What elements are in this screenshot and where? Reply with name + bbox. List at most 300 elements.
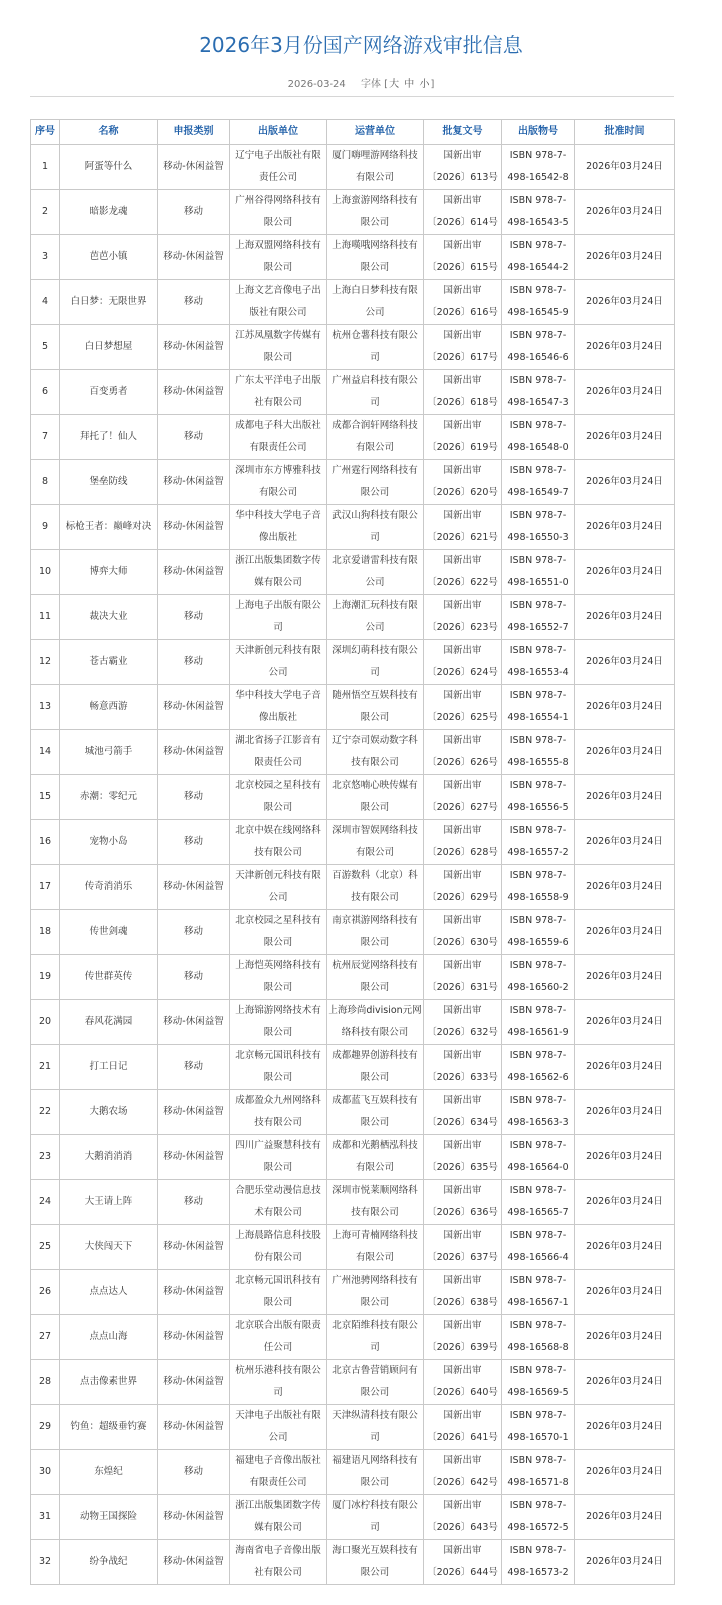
table-body <box>31 145 675 1585</box>
table-row <box>31 1360 675 1405</box>
font-size-label: 字体 <box>360 79 381 90</box>
cell-operator: 杭州辰觉网络科技有限公司 <box>327 955 424 1000</box>
cell-operator: 深圳市悦莱顺网络科技有限公司 <box>327 1180 424 1225</box>
cell-name: 畅意西游 <box>60 685 158 730</box>
cell-operator: 厦门冰柠科技有限公司 <box>327 1495 424 1540</box>
cell-publisher: 上海电子出版有限公司 <box>230 595 327 640</box>
isbn-line: 498-16561-9 <box>507 1027 569 1038</box>
isbn-line: ISBN 978-7- <box>509 150 567 161</box>
cell-no: 5 <box>31 325 60 370</box>
cell-operator: 厦门嗨哩游网络科技有限公司 <box>327 145 424 190</box>
cell-approval-date: 2026年03月24日 <box>575 1405 675 1450</box>
cell-publisher: 浙江出版集团数字传媒有限公司 <box>230 1495 327 1540</box>
cell-isbn <box>502 235 575 280</box>
cell-operator: 北京古鲁营销顾问有限公司 <box>327 1360 424 1405</box>
cell-operator: 广州益启科技有限公司 <box>327 370 424 415</box>
cell-category: 移动-休闲益智 <box>158 1225 230 1270</box>
cell-no: 26 <box>31 1270 60 1315</box>
cell-operator: 随州悟空互娱科技有限公司 <box>327 685 424 730</box>
cell-category: 移动-休闲益智 <box>158 460 230 505</box>
isbn-line: ISBN 978-7- <box>509 375 567 386</box>
cell-publisher: 天津新创元科技有限公司 <box>230 865 327 910</box>
cell-isbn <box>502 460 575 505</box>
cell-publisher: 成都盈众九州网络科技有限公司 <box>230 1090 327 1135</box>
cell-no: 19 <box>31 955 60 1000</box>
approval-number-line: 〔2026〕625号 <box>427 712 498 723</box>
cell-operator: 海口聚光互娱科技有限公司 <box>327 1540 424 1585</box>
cell-approval-number <box>424 820 502 865</box>
approval-number-line: 〔2026〕641号 <box>427 1432 498 1443</box>
approval-number-line: 国新出审 <box>443 645 482 656</box>
cell-operator: 成都和光鹅栖泓科技有限公司 <box>327 1135 424 1180</box>
cell-no: 1 <box>31 145 60 190</box>
approval-number-line: 〔2026〕644号 <box>427 1567 498 1578</box>
cell-isbn <box>502 280 575 325</box>
approval-number-line: 国新出审 <box>443 1005 482 1016</box>
approval-number-line: 〔2026〕624号 <box>427 667 498 678</box>
cell-approval-date: 2026年03月24日 <box>575 1270 675 1315</box>
table-row <box>31 1045 675 1090</box>
table-row <box>31 1180 675 1225</box>
isbn-line: ISBN 978-7- <box>509 555 567 566</box>
table-row <box>31 865 675 910</box>
table-row <box>31 820 675 865</box>
cell-no: 13 <box>31 685 60 730</box>
cell-approval-number <box>424 550 502 595</box>
cell-approval-date: 2026年03月24日 <box>575 460 675 505</box>
cell-isbn <box>502 1000 575 1045</box>
isbn-line: ISBN 978-7- <box>509 420 567 431</box>
cell-approval-number <box>424 1360 502 1405</box>
cell-approval-number <box>424 775 502 820</box>
approval-number-line: 国新出审 <box>443 1230 482 1241</box>
cell-approval-number <box>424 280 502 325</box>
cell-name: 苍古霸业 <box>60 640 158 685</box>
cell-name: 大鹅农场 <box>60 1090 158 1135</box>
cell-isbn <box>502 1450 575 1495</box>
cell-approval-date: 2026年03月24日 <box>575 325 675 370</box>
approval-number-line: 〔2026〕637号 <box>427 1252 498 1263</box>
cell-category: 移动 <box>158 280 230 325</box>
table-row <box>31 1495 675 1540</box>
approval-number-line: 〔2026〕639号 <box>427 1342 498 1353</box>
cell-isbn <box>502 820 575 865</box>
approval-number-line: 〔2026〕618号 <box>427 397 498 408</box>
cell-publisher: 天津新创元科技有限公司 <box>230 640 327 685</box>
cell-category: 移动-休闲益智 <box>158 1405 230 1450</box>
cell-publisher: 华中科技大学电子音像出版社 <box>230 685 327 730</box>
cell-name: 城池弓箭手 <box>60 730 158 775</box>
cell-approval-number <box>424 1495 502 1540</box>
isbn-line: 498-16570-1 <box>507 1432 569 1443</box>
cell-category: 移动-休闲益智 <box>158 325 230 370</box>
cell-isbn <box>502 1360 575 1405</box>
cell-publisher: 福建电子音像出版社有限责任公司 <box>230 1450 327 1495</box>
cell-category: 移动-休闲益智 <box>158 1000 230 1045</box>
cell-name: 点点达人 <box>60 1270 158 1315</box>
isbn-line: 498-16543-5 <box>507 217 569 228</box>
cell-operator: 北京陌维科技有限公司 <box>327 1315 424 1360</box>
approval-number-line: 国新出审 <box>443 1185 482 1196</box>
approval-number-line: 〔2026〕622号 <box>427 577 498 588</box>
cell-isbn <box>502 910 575 955</box>
isbn-line: 498-16544-2 <box>507 262 569 273</box>
cell-isbn <box>502 1405 575 1450</box>
cell-approval-number <box>424 1270 502 1315</box>
cell-no: 14 <box>31 730 60 775</box>
page-title: 2026年3月份国产网络游戏审批信息 <box>199 33 523 57</box>
isbn-line: 498-16564-0 <box>507 1162 569 1173</box>
cell-name: 传世群英传 <box>60 955 158 1000</box>
table-row <box>31 595 675 640</box>
cell-operator: 上海可青楠网络科技有限公司 <box>327 1225 424 1270</box>
cell-isbn <box>502 1495 575 1540</box>
isbn-line: ISBN 978-7- <box>509 1095 567 1106</box>
approval-number-line: 〔2026〕626号 <box>427 757 498 768</box>
approval-number-line: 国新出审 <box>443 150 482 161</box>
isbn-line: 498-16572-5 <box>507 1522 569 1533</box>
cell-name: 东煌纪 <box>60 1450 158 1495</box>
cell-category: 移动 <box>158 820 230 865</box>
table-row <box>31 460 675 505</box>
isbn-line: 498-16546-6 <box>507 352 569 363</box>
isbn-line: 498-16569-5 <box>507 1387 569 1398</box>
cell-isbn <box>502 370 575 415</box>
cell-category: 移动-休闲益智 <box>158 505 230 550</box>
cell-operator: 深圳市智娱网络科技有限公司 <box>327 820 424 865</box>
approval-number-line: 国新出审 <box>443 1545 482 1556</box>
cell-isbn <box>502 730 575 775</box>
approval-number-line: 〔2026〕620号 <box>427 487 498 498</box>
cell-approval-number <box>424 370 502 415</box>
cell-operator: 上海白日梦科技有限公司 <box>327 280 424 325</box>
cell-category: 移动 <box>158 955 230 1000</box>
cell-approval-number <box>424 865 502 910</box>
table-row <box>31 955 675 1000</box>
isbn-line: ISBN 978-7- <box>509 240 567 251</box>
table-row <box>31 145 675 190</box>
cell-no: 16 <box>31 820 60 865</box>
cell-isbn <box>502 505 575 550</box>
cell-approval-number <box>424 415 502 460</box>
header-no: 序号 <box>31 120 60 145</box>
cell-approval-number <box>424 640 502 685</box>
cell-operator: 武汉山狗科技有限公司 <box>327 505 424 550</box>
cell-publisher: 华中科技大学电子音像出版社 <box>230 505 327 550</box>
isbn-line: ISBN 978-7- <box>509 1050 567 1061</box>
cell-approval-date: 2026年03月24日 <box>575 1360 675 1405</box>
approval-number-line: 〔2026〕623号 <box>427 622 498 633</box>
cell-approval-number <box>424 1180 502 1225</box>
approval-number-line: 〔2026〕615号 <box>427 262 498 273</box>
approval-number-line: 国新出审 <box>443 1140 482 1151</box>
cell-no: 11 <box>31 595 60 640</box>
cell-category: 移动-休闲益智 <box>158 1090 230 1135</box>
cell-name: 标枪王者：巅峰对决 <box>60 505 158 550</box>
header-isbn: 出版物号 <box>502 120 575 145</box>
approval-number-line: 国新出审 <box>443 420 482 431</box>
isbn-line: 498-16571-8 <box>507 1477 569 1488</box>
isbn-line: ISBN 978-7- <box>509 645 567 656</box>
cell-approval-number <box>424 1000 502 1045</box>
cell-name: 点击像素世界 <box>60 1360 158 1405</box>
cell-name: 阿蛋等什么 <box>60 145 158 190</box>
isbn-line: ISBN 978-7- <box>509 1275 567 1286</box>
cell-publisher: 北京校园之星科技有限公司 <box>230 775 327 820</box>
cell-category: 移动-休闲益智 <box>158 145 230 190</box>
cell-approval-number <box>424 1090 502 1135</box>
approval-number-line: 〔2026〕642号 <box>427 1477 498 1488</box>
cell-isbn <box>502 685 575 730</box>
approval-number-line: 国新出审 <box>443 240 482 251</box>
table-row <box>31 1540 675 1585</box>
approval-number-line: 国新出审 <box>443 510 482 521</box>
approval-number-line: 国新出审 <box>443 1050 482 1061</box>
cell-publisher: 辽宁电子出版社有限责任公司 <box>230 145 327 190</box>
article-meta <box>0 78 722 92</box>
cell-name: 拜托了！仙人 <box>60 415 158 460</box>
isbn-line: ISBN 978-7- <box>509 1365 567 1376</box>
isbn-line: 498-16556-5 <box>507 802 569 813</box>
cell-publisher: 上海锦游网络技术有限公司 <box>230 1000 327 1045</box>
cell-no: 7 <box>31 415 60 460</box>
cell-approval-date: 2026年03月24日 <box>575 910 675 955</box>
cell-publisher: 深圳市东方博雅科技有限公司 <box>230 460 327 505</box>
cell-name: 春风花满园 <box>60 1000 158 1045</box>
cell-approval-date: 2026年03月24日 <box>575 820 675 865</box>
isbn-line: ISBN 978-7- <box>509 1320 567 1331</box>
cell-name: 芭芭小镇 <box>60 235 158 280</box>
cell-no: 17 <box>31 865 60 910</box>
cell-publisher: 上海双盟网络科技有限公司 <box>230 235 327 280</box>
cell-approval-date: 2026年03月24日 <box>575 1090 675 1135</box>
approval-number-line: 国新出审 <box>443 915 482 926</box>
cell-no: 32 <box>31 1540 60 1585</box>
approval-number-line: 〔2026〕632号 <box>427 1027 498 1038</box>
cell-approval-date: 2026年03月24日 <box>575 145 675 190</box>
cell-operator: 百游数科（北京）科技有限公司 <box>327 865 424 910</box>
cell-no: 27 <box>31 1315 60 1360</box>
cell-approval-number <box>424 1405 502 1450</box>
cell-name: 大王请上阵 <box>60 1180 158 1225</box>
table-row <box>31 370 675 415</box>
cell-no: 21 <box>31 1045 60 1090</box>
approval-number-line: 国新出审 <box>443 1410 482 1421</box>
isbn-line: 498-16545-9 <box>507 307 569 318</box>
cell-approval-number <box>424 325 502 370</box>
cell-isbn <box>502 145 575 190</box>
cell-category: 移动 <box>158 640 230 685</box>
cell-name: 宠物小岛 <box>60 820 158 865</box>
approval-number-line: 国新出审 <box>443 195 482 206</box>
cell-category: 移动-休闲益智 <box>158 370 230 415</box>
isbn-line: 498-16557-2 <box>507 847 569 858</box>
cell-publisher: 上海晨路信息科技股份有限公司 <box>230 1225 327 1270</box>
cell-category: 移动-休闲益智 <box>158 1135 230 1180</box>
approval-number-line: 国新出审 <box>443 1455 482 1466</box>
approval-number-line: 国新出审 <box>443 690 482 701</box>
cell-publisher: 湖北省扬子江影音有限责任公司 <box>230 730 327 775</box>
isbn-line: 498-16558-9 <box>507 892 569 903</box>
cell-publisher: 合肥乐堂动漫信息技术有限公司 <box>230 1180 327 1225</box>
isbn-line: 498-16563-3 <box>507 1117 569 1128</box>
header-operator: 运营单位 <box>327 120 424 145</box>
table-row <box>31 910 675 955</box>
cell-operator: 南京祺游网络科技有限公司 <box>327 910 424 955</box>
approval-number-line: 国新出审 <box>443 375 482 386</box>
cell-isbn <box>502 325 575 370</box>
cell-name: 点点山海 <box>60 1315 158 1360</box>
cell-publisher: 四川广益聚慧科技有限公司 <box>230 1135 327 1180</box>
cell-isbn <box>502 1135 575 1180</box>
isbn-line: 498-16573-2 <box>507 1567 569 1578</box>
cell-name: 白日梦：无限世界 <box>60 280 158 325</box>
approval-number-line: 国新出审 <box>443 555 482 566</box>
isbn-line: 498-16550-3 <box>507 532 569 543</box>
cell-category: 移动-休闲益智 <box>158 865 230 910</box>
cell-publisher: 广东太平洋电子出版社有限公司 <box>230 370 327 415</box>
cell-approval-number <box>424 1225 502 1270</box>
cell-approval-number <box>424 1450 502 1495</box>
cell-isbn <box>502 640 575 685</box>
cell-publisher: 江苏凤凰数字传媒有限公司 <box>230 325 327 370</box>
isbn-line: ISBN 978-7- <box>509 780 567 791</box>
cell-name: 博弈大师 <box>60 550 158 595</box>
approval-number-line: 〔2026〕617号 <box>427 352 498 363</box>
cell-approval-date: 2026年03月24日 <box>575 190 675 235</box>
cell-category: 移动-休闲益智 <box>158 1360 230 1405</box>
isbn-line: 498-16549-7 <box>507 487 569 498</box>
cell-approval-date: 2026年03月24日 <box>575 1000 675 1045</box>
approval-number-line: 国新出审 <box>443 735 482 746</box>
isbn-line: ISBN 978-7- <box>509 915 567 926</box>
cell-operator: 上海珍尚division元网络科技有限公司 <box>327 1000 424 1045</box>
cell-name: 暗影龙魂 <box>60 190 158 235</box>
approval-number-line: 〔2026〕636号 <box>427 1207 498 1218</box>
cell-no: 3 <box>31 235 60 280</box>
cell-publisher: 海南省电子音像出版社有限公司 <box>230 1540 327 1585</box>
cell-approval-date: 2026年03月24日 <box>575 640 675 685</box>
cell-approval-number <box>424 1135 502 1180</box>
cell-isbn <box>502 1315 575 1360</box>
cell-no: 25 <box>31 1225 60 1270</box>
cell-approval-date: 2026年03月24日 <box>575 505 675 550</box>
approval-number-line: 〔2026〕633号 <box>427 1072 498 1083</box>
cell-approval-date: 2026年03月24日 <box>575 685 675 730</box>
isbn-line: ISBN 978-7- <box>509 1230 567 1241</box>
cell-category: 移动 <box>158 775 230 820</box>
cell-category: 移动-休闲益智 <box>158 235 230 280</box>
isbn-line: 498-16542-8 <box>507 172 569 183</box>
title-divider <box>30 96 674 97</box>
font-size-small-link[interactable]: 小 <box>419 79 430 90</box>
cell-no: 23 <box>31 1135 60 1180</box>
approval-number-line: 国新出审 <box>443 1365 482 1376</box>
cell-approval-number <box>424 190 502 235</box>
table-row <box>31 730 675 775</box>
header-category: 申报类别 <box>158 120 230 145</box>
approval-number-line: 〔2026〕643号 <box>427 1522 498 1533</box>
cell-isbn <box>502 190 575 235</box>
isbn-line: ISBN 978-7- <box>509 1140 567 1151</box>
cell-no: 18 <box>31 910 60 955</box>
cell-isbn <box>502 415 575 460</box>
cell-approval-number <box>424 145 502 190</box>
cell-publisher: 北京畅元国讯科技有限公司 <box>230 1270 327 1315</box>
cell-category: 移动-休闲益智 <box>158 1315 230 1360</box>
approval-number-line: 〔2026〕638号 <box>427 1297 498 1308</box>
cell-name: 动物王国探险 <box>60 1495 158 1540</box>
approval-number-line: 国新出审 <box>443 960 482 971</box>
cell-no: 9 <box>31 505 60 550</box>
cell-no: 10 <box>31 550 60 595</box>
cell-name: 大侠闯天下 <box>60 1225 158 1270</box>
cell-no: 31 <box>31 1495 60 1540</box>
cell-category: 移动 <box>158 1180 230 1225</box>
cell-operator: 广州霆行网络科技有限公司 <box>327 460 424 505</box>
table-row <box>31 1135 675 1180</box>
cell-no: 22 <box>31 1090 60 1135</box>
cell-operator: 北京爱谱雷科技有限公司 <box>327 550 424 595</box>
cell-approval-date: 2026年03月24日 <box>575 280 675 325</box>
isbn-line: ISBN 978-7- <box>509 1410 567 1421</box>
isbn-line: 498-16559-6 <box>507 937 569 948</box>
isbn-line: ISBN 978-7- <box>509 1545 567 1556</box>
cell-publisher: 杭州乐港科技有限公司 <box>230 1360 327 1405</box>
cell-approval-date: 2026年03月24日 <box>575 775 675 820</box>
table-row <box>31 1450 675 1495</box>
cell-name: 大鹅消消消 <box>60 1135 158 1180</box>
cell-category: 移动-休闲益智 <box>158 1540 230 1585</box>
cell-category: 移动 <box>158 415 230 460</box>
cell-no: 4 <box>31 280 60 325</box>
cell-approval-date: 2026年03月24日 <box>575 415 675 460</box>
cell-publisher: 北京中娱在线网络科技有限公司 <box>230 820 327 865</box>
approval-number-line: 国新出审 <box>443 465 482 476</box>
approval-number-line: 〔2026〕628号 <box>427 847 498 858</box>
cell-publisher: 浙江出版集团数字传媒有限公司 <box>230 550 327 595</box>
cell-category: 移动 <box>158 190 230 235</box>
font-size-large-link[interactable]: 大 <box>389 79 400 90</box>
cell-operator: 深圳幻萌科技有限公司 <box>327 640 424 685</box>
cell-isbn <box>502 550 575 595</box>
font-size-switcher: 字体 [大 中 小] <box>360 79 435 90</box>
table-row <box>31 775 675 820</box>
isbn-line: 498-16554-1 <box>507 712 569 723</box>
cell-name: 打工日记 <box>60 1045 158 1090</box>
isbn-line: ISBN 978-7- <box>509 870 567 881</box>
cell-no: 24 <box>31 1180 60 1225</box>
isbn-line: 498-16565-7 <box>507 1207 569 1218</box>
cell-approval-number <box>424 910 502 955</box>
approval-number-line: 国新出审 <box>443 600 482 611</box>
cell-approval-date: 2026年03月24日 <box>575 235 675 280</box>
cell-operator: 天津纵清科技有限公司 <box>327 1405 424 1450</box>
cell-operator: 上海嘆哦网络科技有限公司 <box>327 235 424 280</box>
approval-number-line: 〔2026〕627号 <box>427 802 498 813</box>
table-row <box>31 325 675 370</box>
cell-approval-number <box>424 505 502 550</box>
cell-publisher: 广州谷得网络科技有限公司 <box>230 190 327 235</box>
cell-approval-number <box>424 595 502 640</box>
cell-approval-date: 2026年03月24日 <box>575 1495 675 1540</box>
cell-operator: 辽宁奈司娱动数字科技有限公司 <box>327 730 424 775</box>
cell-approval-date: 2026年03月24日 <box>575 1135 675 1180</box>
font-size-medium-link[interactable]: 中 <box>404 79 415 90</box>
cell-no: 30 <box>31 1450 60 1495</box>
table-header-row <box>31 120 675 145</box>
isbn-line: 498-16553-4 <box>507 667 569 678</box>
